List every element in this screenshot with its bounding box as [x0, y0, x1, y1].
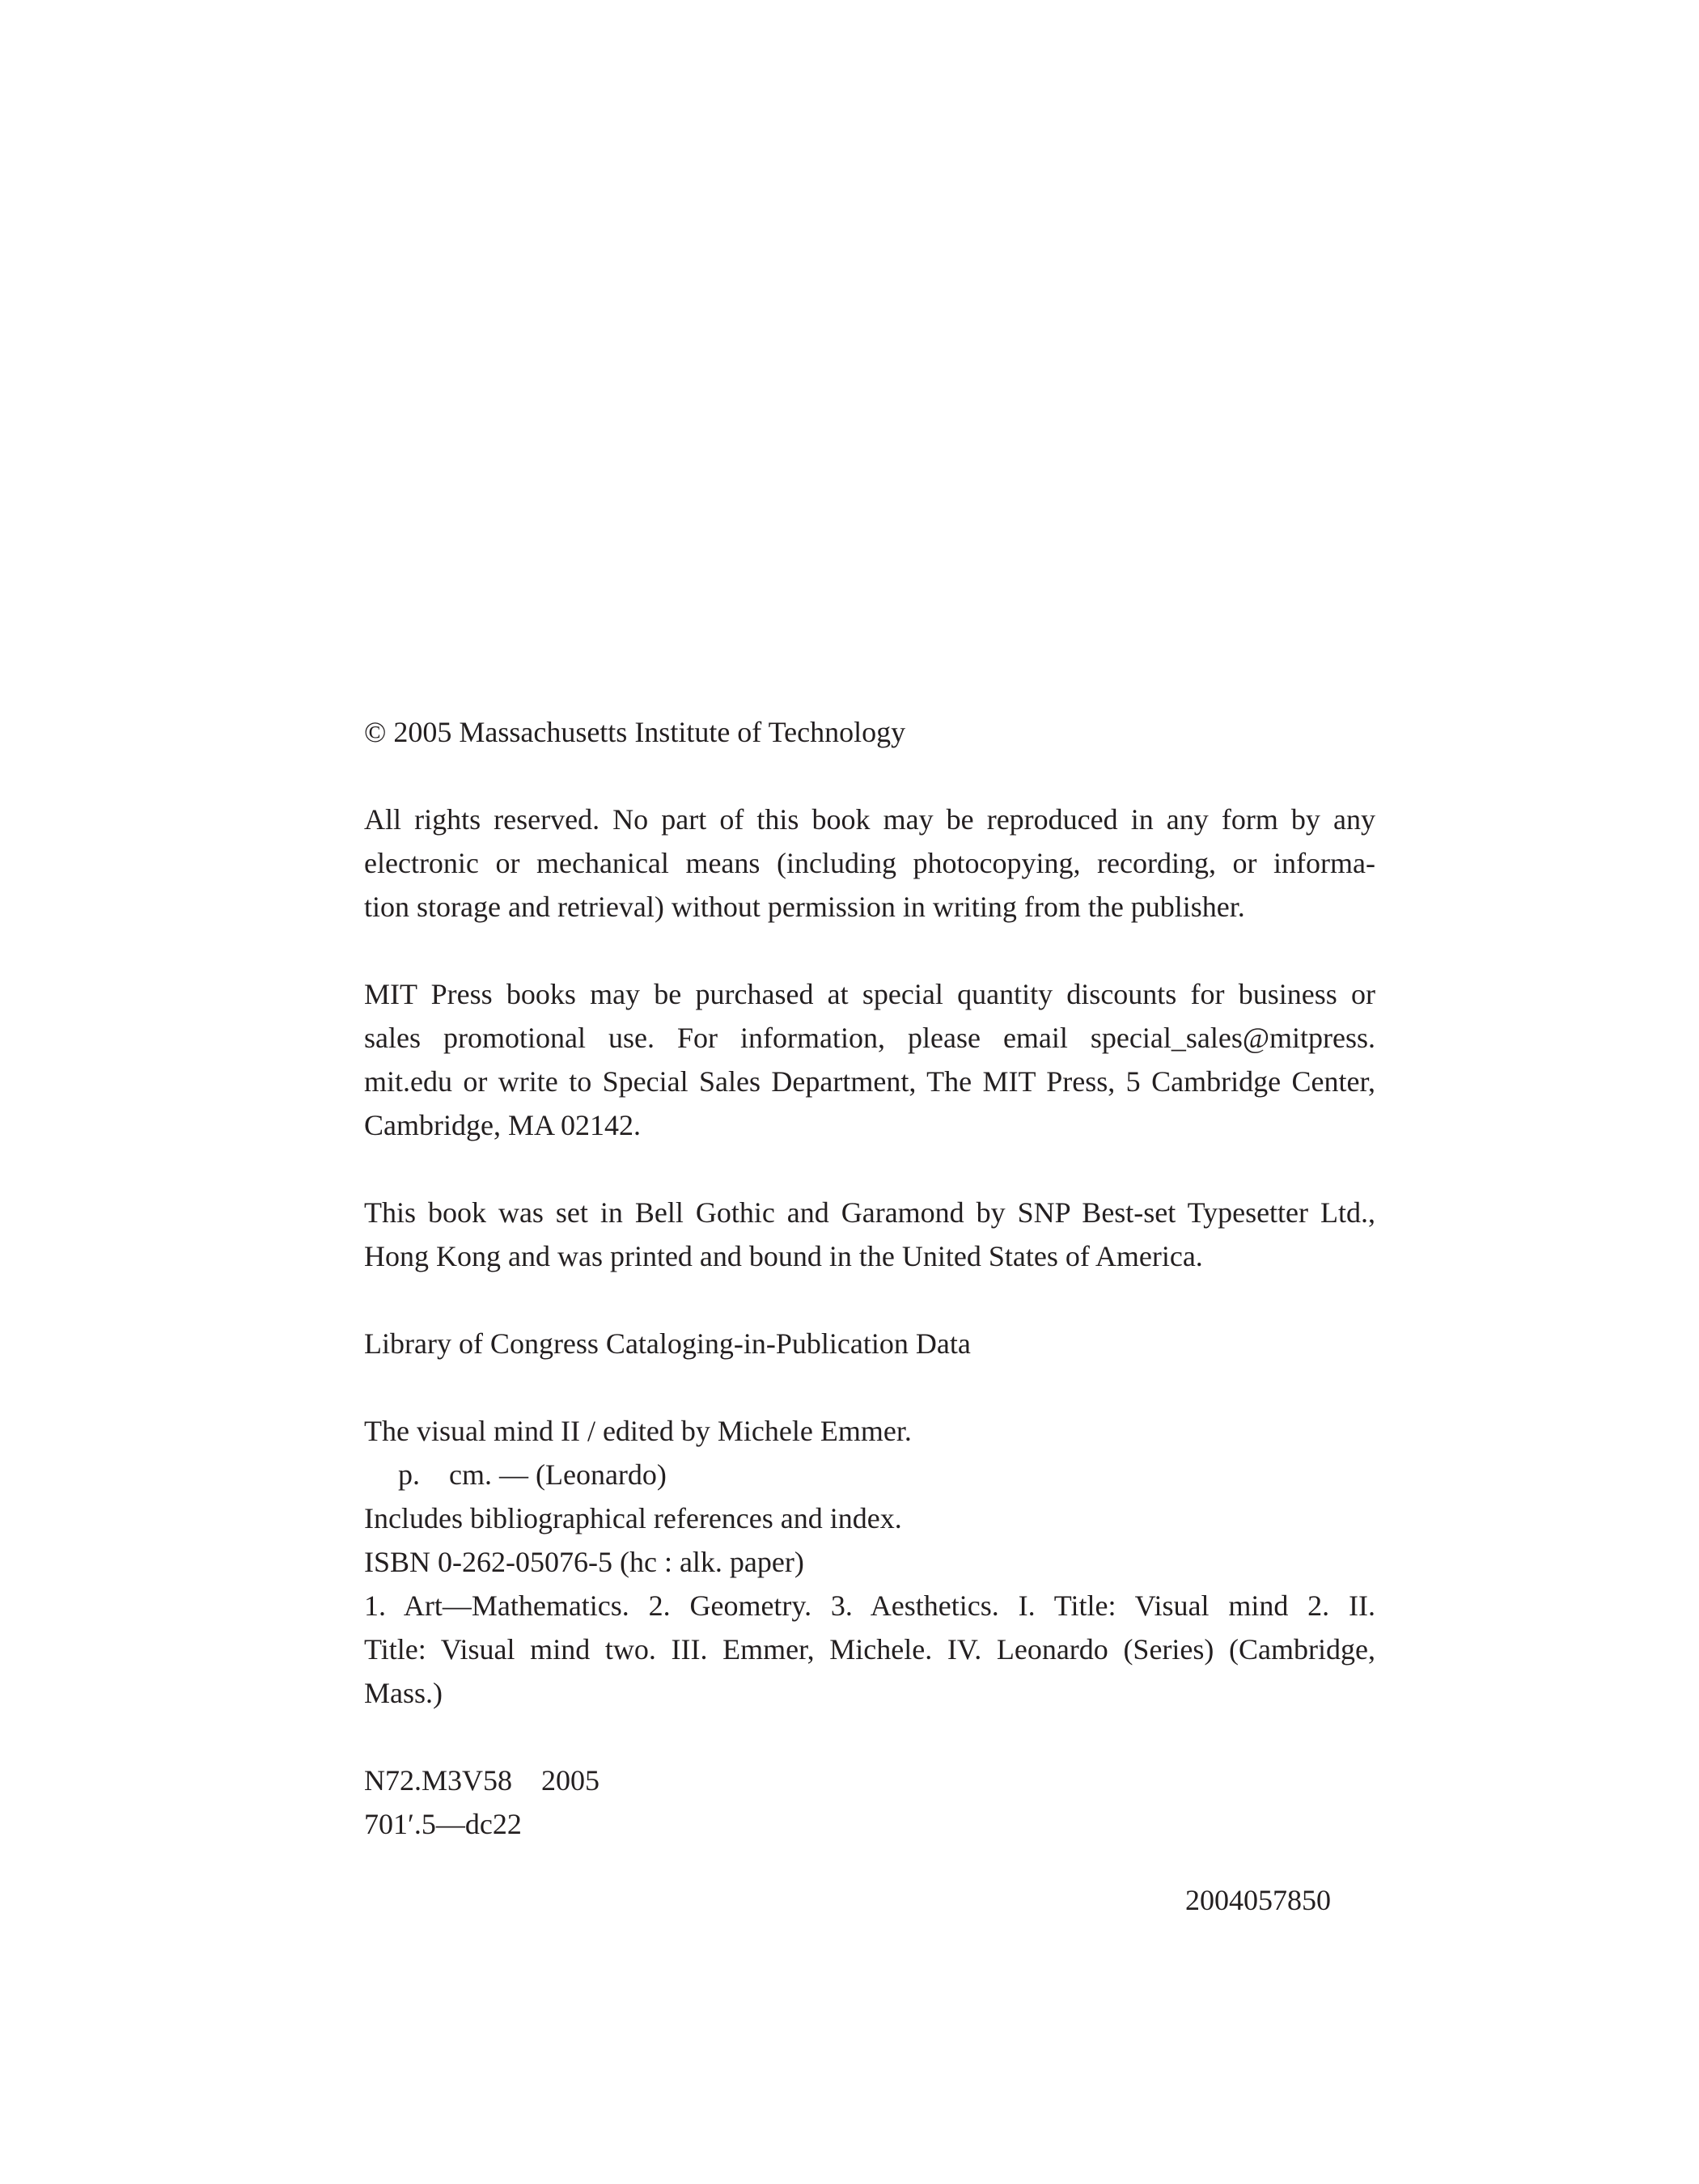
- copyright-notice: [364, 710, 1375, 754]
- rights-line: electronic or mechanical means (including photocopying, recording, or informa-: [364, 847, 1375, 879]
- catalog-record: [364, 1409, 1375, 1715]
- typesetting-line: This book was set in Bell Gothic and Garamond by SNP Best-set Typesetter Ltd.,: [364, 1196, 1375, 1229]
- rights-line: tion storage and retrieval) without permission in writing from the publisher.: [364, 891, 1245, 923]
- lc-call-number: N72.M3V58 2005: [364, 1764, 600, 1797]
- catalog-subjects-line: 1. Art—Mathematics. 2. Geometry. 3. Aesthetics. I. Title: Visual mind 2. II.: [364, 1589, 1375, 1622]
- rights-paragraph: [364, 798, 1375, 929]
- copyright-page-text: [364, 710, 1375, 1846]
- sales-line: sales promotional use. For information, please email special_sales@mitpress.: [364, 1022, 1375, 1054]
- dewey-number: 701′.5—dc22: [364, 1808, 522, 1840]
- typesetting-line: Hong Kong and was printed and bound in the United States of America.: [364, 1240, 1203, 1272]
- typesetting-paragraph: [364, 1191, 1375, 1278]
- catalog-subjects-line: Title: Visual mind two. III. Emmer, Michele. IV. Leonardo (Series) (Cambridge,: [364, 1633, 1375, 1666]
- catalog-physical-line: p. cm. — (Leonardo): [398, 1458, 667, 1491]
- cip-heading: Library of Congress Cataloging-in-Publication Data: [364, 1327, 971, 1360]
- lccn-number: 2004057850: [1185, 1884, 1331, 1916]
- sales-line: MIT Press books may be purchased at special quantity discounts for business or: [364, 978, 1375, 1010]
- copyright-line: © 2005 Massachusetts Institute of Technology: [364, 716, 906, 748]
- catalog-notes-line: Includes bibliographical references and index.: [364, 1502, 902, 1534]
- rights-line: All rights reserved. No part of this book may be reproduced in any form by any: [364, 803, 1375, 836]
- sales-line: Cambridge, MA 02142.: [364, 1109, 641, 1141]
- sales-paragraph: [364, 972, 1375, 1147]
- catalog-subjects-line: Mass.): [364, 1677, 443, 1709]
- classification-block: [364, 1759, 1375, 1846]
- cip-heading-block: [364, 1322, 1375, 1365]
- catalog-title-line: The visual mind II / edited by Michele Emmer.: [364, 1415, 912, 1447]
- sales-line: mit.edu or write to Special Sales Department, The MIT Press, 5 Cambridge Center,: [364, 1065, 1375, 1098]
- catalog-isbn-line: ISBN 0-262-05076-5 (hc : alk. paper): [364, 1546, 804, 1578]
